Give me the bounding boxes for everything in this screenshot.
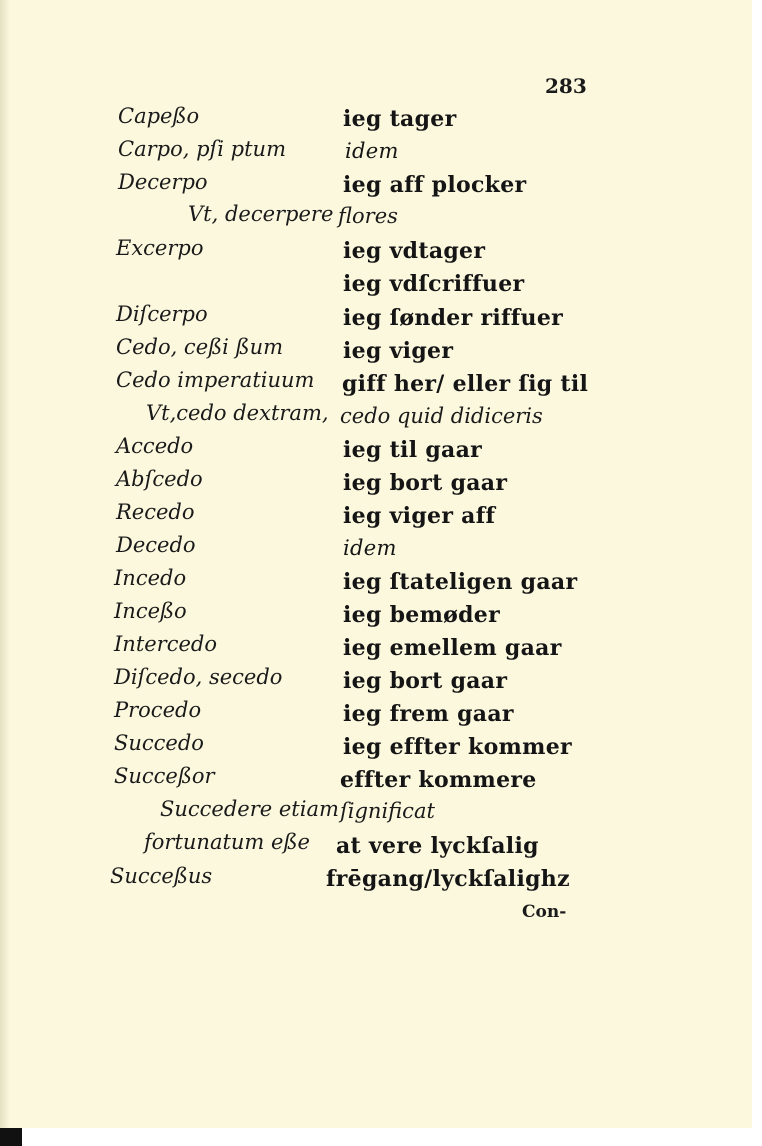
latin-term: Decerpo — [118, 170, 208, 194]
danish-translation: ieg tager — [343, 106, 457, 132]
danish-translation: ieg bort gaar — [343, 668, 508, 694]
danish-translation: ieg effter kommer — [343, 734, 572, 760]
latin-term: Cedo, ceßi ßum — [116, 335, 284, 359]
latin-term: Succeßor — [114, 764, 215, 788]
latin-term: Diſcedo, secedo — [114, 665, 283, 689]
danish-translation: ieg viger aff — [343, 503, 496, 529]
danish-translation: ieg bort gaar — [343, 470, 508, 496]
scan-bottom-edge — [0, 1128, 762, 1146]
latin-term: Capeßo — [118, 104, 200, 128]
danish-translation: ieg aff plocker — [343, 172, 527, 198]
danish-translation: ieg bemøder — [343, 602, 500, 628]
danish-translation: ieg ſønder riffuer — [343, 305, 564, 331]
danish-translation: at vere lyckſalig — [336, 833, 539, 859]
danish-translation: ieg til gaar — [343, 437, 483, 463]
latin-example: Vt,cedo dextram, — [146, 401, 329, 425]
danish-translation: effter kommere — [340, 767, 537, 793]
latin-term: Decedo — [116, 533, 196, 557]
latin-term: Recedo — [116, 500, 195, 524]
latin-example: Vt, decerpere — [188, 202, 334, 226]
latin-term: Accedo — [116, 434, 194, 458]
latin-term: Excerpo — [116, 236, 204, 260]
latin-term: Incedo — [114, 566, 187, 590]
danish-translation: ieg vdtager — [343, 238, 486, 264]
latin-term: Succeßus — [110, 864, 213, 888]
latin-term: Intercedo — [114, 632, 218, 656]
catchword: Con- — [522, 902, 567, 922]
danish-translation: ieg vdſcriffuer — [343, 271, 525, 297]
latin-example-continuation: cedo quid didiceris — [340, 404, 543, 428]
latin-term: Diſcerpo — [116, 302, 208, 326]
latin-term: Procedo — [114, 698, 202, 722]
danish-translation: ieg emellem gaar — [343, 635, 562, 661]
danish-translation: ieg ſtateligen gaar — [343, 569, 578, 595]
danish-translation: ieg viger — [343, 338, 454, 364]
latin-example: fortunatum eße — [144, 830, 310, 854]
latin-term: Inceßo — [114, 599, 187, 623]
latin-example: Succedere etiam — [160, 797, 339, 821]
danish-translation: idem — [345, 139, 399, 163]
danish-translation: frēgang/lyckſalighz — [326, 866, 570, 892]
latin-term: Cedo imperatiuum — [116, 368, 315, 392]
latin-term: Carpo, pſi ptum — [118, 137, 286, 161]
latin-term: Abſcedo — [116, 467, 203, 491]
page-number: 283 — [545, 74, 587, 98]
page-fold-shadow — [0, 0, 10, 1128]
latin-example-continuation: ſignificat — [340, 799, 435, 823]
scan-dark-corner — [0, 1128, 22, 1146]
danish-translation: idem — [343, 536, 397, 560]
latin-example-continuation: flores — [338, 204, 398, 228]
latin-term: Succedo — [114, 731, 204, 755]
danish-translation: giff her/ eller ſig til — [342, 371, 589, 397]
danish-translation: ieg frem gaar — [343, 701, 514, 727]
